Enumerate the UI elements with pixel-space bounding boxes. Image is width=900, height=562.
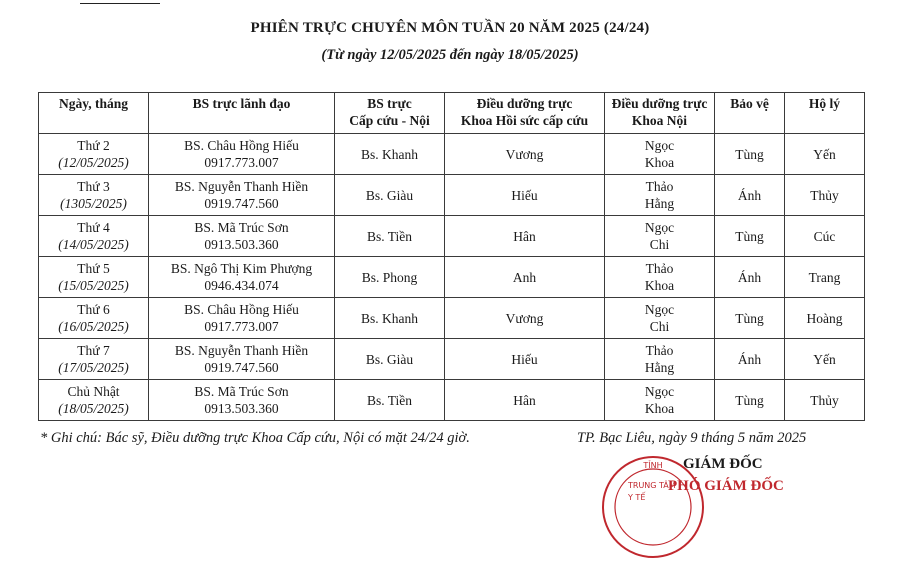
leader-phone: 0913.503.360: [204, 237, 279, 252]
signature-title: GIÁM ĐỐC: [683, 456, 763, 472]
table-row: [39, 134, 865, 175]
leader-name: BS. Châu Hồng Hiếu: [184, 138, 299, 153]
med-nurse-cell: [605, 257, 715, 298]
leader-phone: 0919.747.560: [204, 360, 279, 375]
med-nurse-name: Ngọc: [644, 384, 675, 399]
leader-cell: [149, 380, 335, 421]
guard-name: Tùng: [735, 228, 764, 244]
icu-nurse-name: Hân: [513, 392, 536, 408]
guard-cell: [715, 134, 785, 175]
med-nurse-cell: [605, 380, 715, 421]
orderly-cell: [785, 216, 865, 257]
med-nurse-name: Ngọc: [644, 138, 675, 153]
leader-name: BS. Nguyễn Thanh Hiền: [174, 179, 309, 194]
top-rule: [80, 3, 160, 4]
day-name: Thứ 4: [77, 220, 110, 235]
duty-schedule-table: [38, 92, 865, 421]
day-date: (12/05/2025): [58, 155, 129, 170]
orderly-name: Trang: [808, 269, 841, 285]
orderly-name: Thủy: [810, 187, 839, 203]
med-nurse-name: Hằng: [644, 196, 675, 211]
med-nurse-name: Hằng: [644, 360, 675, 375]
guard-name: Ánh: [737, 351, 762, 367]
med-nurse-name: Khoa: [644, 401, 675, 416]
svg-text:TRUNG TÂM: TRUNG TÂM: [628, 481, 676, 490]
column-header-line: Điều dưỡng trực: [476, 96, 573, 111]
er-doctor-name: Bs. Phong: [361, 269, 418, 285]
icu-nurse-name: Hiếu: [511, 351, 538, 367]
svg-text:TỈNH: TỈNH: [643, 461, 663, 470]
orderly-name: Hoàng: [806, 310, 843, 326]
day-date: (14/05/2025): [58, 237, 129, 252]
table-row: [39, 216, 865, 257]
column-header-line: Hộ lý: [808, 96, 841, 111]
er-doctor-cell: [335, 380, 445, 421]
icu-nurse-cell: [445, 216, 605, 257]
med-nurse-name: Chi: [649, 319, 670, 334]
orderly-cell: [785, 257, 865, 298]
day-name: Thứ 2: [77, 138, 110, 153]
day-name: Thứ 7: [77, 343, 110, 358]
table-row: [39, 298, 865, 339]
day-cell: [39, 339, 149, 380]
er-doctor-cell: [335, 257, 445, 298]
table-row: [39, 339, 865, 380]
med-nurse-name: Ngọc: [644, 220, 675, 235]
leader-phone: 0913.503.360: [204, 401, 279, 416]
orderly-cell: [785, 134, 865, 175]
guard-cell: [715, 257, 785, 298]
column-header-line: BS trực lãnh đạo: [192, 96, 291, 111]
orderly-cell: [785, 175, 865, 216]
med-nurse-name: Ngọc: [644, 302, 675, 317]
table-row: [39, 257, 865, 298]
table-row: [39, 380, 865, 421]
er-doctor-name: Bs. Khanh: [361, 310, 418, 326]
leader-cell: [149, 175, 335, 216]
page-title: PHIÊN TRỰC CHUYÊN MÔN TUẦN 20 NĂM 2025 (24/24): [250, 20, 650, 36]
table-row: [39, 175, 865, 216]
er-doctor-cell: [335, 216, 445, 257]
day-cell: [39, 380, 149, 421]
leader-cell: [149, 257, 335, 298]
orderly-name: Yến: [813, 351, 836, 367]
guard-name: Tùng: [735, 310, 764, 326]
er-doctor-cell: [335, 175, 445, 216]
day-name: Thứ 3: [77, 179, 110, 194]
med-nurse-cell: [605, 339, 715, 380]
leader-phone: 0917.773.007: [204, 155, 279, 170]
column-header: [785, 93, 865, 134]
column-header-line: BS trực: [367, 96, 412, 111]
leader-name: BS. Mã Trúc Sơn: [194, 220, 289, 235]
column-header-line: Khoa Hồi sức cấp cứu: [460, 113, 589, 128]
day-cell: [39, 175, 149, 216]
day-cell: [39, 134, 149, 175]
leader-phone: 0919.747.560: [204, 196, 279, 211]
day-cell: [39, 257, 149, 298]
leader-cell: [149, 298, 335, 339]
guard-cell: [715, 175, 785, 216]
column-header: [335, 93, 445, 134]
med-nurse-name: Khoa: [644, 155, 675, 170]
med-nurse-name: Chi: [649, 237, 670, 252]
er-doctor-name: Bs. Tiền: [366, 228, 413, 244]
er-doctor-name: Bs. Giàu: [365, 351, 414, 367]
icu-nurse-cell: [445, 257, 605, 298]
leader-name: BS. Châu Hồng Hiếu: [184, 302, 299, 317]
icu-nurse-name: Anh: [512, 269, 537, 285]
leader-cell: [149, 134, 335, 175]
med-nurse-name: Thảo: [645, 261, 674, 276]
guard-cell: [715, 216, 785, 257]
day-date: (17/05/2025): [58, 360, 129, 375]
orderly-name: Cúc: [813, 228, 836, 244]
signature-subtitle: PHÓ GIÁM ĐỐC: [668, 478, 784, 494]
icu-nurse-cell: [445, 380, 605, 421]
icu-nurse-name: Vương: [505, 310, 544, 326]
med-nurse-cell: [605, 298, 715, 339]
leader-phone: 0917.773.007: [204, 319, 279, 334]
er-doctor-name: Bs. Khanh: [361, 146, 418, 162]
guard-name: Tùng: [735, 146, 764, 162]
er-doctor-cell: [335, 134, 445, 175]
icu-nurse-cell: [445, 175, 605, 216]
column-header-line: Khoa Nội: [631, 113, 688, 128]
med-nurse-name: Khoa: [644, 278, 675, 293]
icu-nurse-name: Hiếu: [511, 187, 538, 203]
guard-cell: [715, 298, 785, 339]
column-header: [445, 93, 605, 134]
er-doctor-name: Bs. Giàu: [365, 187, 414, 203]
guard-cell: [715, 339, 785, 380]
table-header-row: [39, 93, 865, 134]
column-header-line: Điều dưỡng trực: [611, 96, 708, 111]
icu-nurse-cell: [445, 298, 605, 339]
med-nurse-cell: [605, 134, 715, 175]
leader-name: BS. Ngô Thị Kim Phượng: [170, 261, 313, 276]
column-header: [149, 93, 335, 134]
guard-name: Tùng: [735, 392, 764, 408]
icu-nurse-name: Hân: [513, 228, 536, 244]
column-header-line: Bảo vệ: [730, 96, 769, 111]
day-date: (15/05/2025): [58, 278, 129, 293]
icu-nurse-name: Vương: [505, 146, 544, 162]
orderly-name: Thủy: [810, 392, 839, 408]
day-name: Thứ 5: [77, 261, 110, 276]
er-doctor-cell: [335, 298, 445, 339]
med-nurse-name: Thảo: [645, 343, 674, 358]
day-name: Chủ Nhật: [67, 384, 120, 399]
column-header-line: Cấp cứu - Nội: [349, 113, 430, 128]
med-nurse-name: Thảo: [645, 179, 674, 194]
footnote: * Ghi chú: Bác sỹ, Điều dưỡng trực Khoa Cấp cứu, Nội có mặt 24/24 giờ.: [40, 430, 470, 446]
day-cell: [39, 216, 149, 257]
column-header: [39, 93, 149, 134]
column-header: [715, 93, 785, 134]
guard-name: Ánh: [737, 187, 762, 203]
day-date: (1305/2025): [60, 196, 127, 211]
leader-cell: [149, 339, 335, 380]
er-doctor-cell: [335, 339, 445, 380]
orderly-cell: [785, 298, 865, 339]
day-name: Thứ 6: [77, 302, 110, 317]
orderly-name: Yến: [813, 146, 836, 162]
column-header: [605, 93, 715, 134]
leader-phone: 0946.434.074: [204, 278, 279, 293]
orderly-cell: [785, 339, 865, 380]
guard-cell: [715, 380, 785, 421]
leader-cell: [149, 216, 335, 257]
med-nurse-cell: [605, 216, 715, 257]
day-date: (18/05/2025): [58, 401, 129, 416]
day-cell: [39, 298, 149, 339]
table-body: [39, 134, 865, 421]
svg-text:Y TẾ: Y TẾ: [628, 493, 646, 502]
guard-name: Ánh: [737, 269, 762, 285]
page-subtitle: (Từ ngày 12/05/2025 đến ngày 18/05/2025): [321, 47, 579, 63]
column-header-line: Ngày, tháng: [58, 96, 129, 111]
leader-name: BS. Nguyễn Thanh Hiền: [174, 343, 309, 358]
med-nurse-cell: [605, 175, 715, 216]
place-date: TP. Bạc Liêu, ngày 9 tháng 5 năm 2025: [577, 430, 807, 446]
er-doctor-name: Bs. Tiền: [366, 392, 413, 408]
leader-name: BS. Mã Trúc Sơn: [194, 384, 289, 399]
day-date: (16/05/2025): [58, 319, 129, 334]
icu-nurse-cell: [445, 134, 605, 175]
icu-nurse-cell: [445, 339, 605, 380]
orderly-cell: [785, 380, 865, 421]
